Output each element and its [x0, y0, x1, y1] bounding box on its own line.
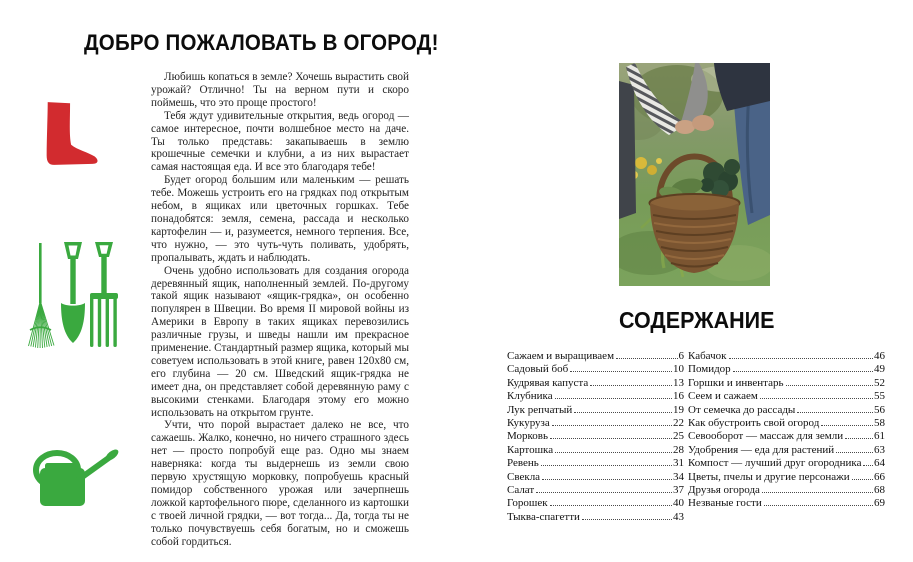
dot-leader [762, 492, 873, 493]
rake-icon [29, 243, 55, 348]
dot-leader [536, 492, 672, 493]
toc-entry: Кабачок 46 [688, 350, 885, 362]
dot-leader [582, 519, 672, 520]
dot-leader [733, 371, 873, 372]
page-title: ДОБРО ПОЖАЛОВАТЬ В ОГОРОД! [84, 31, 439, 56]
toc-entry: Сажаем и выращиваем 6 [507, 350, 684, 362]
dot-leader [550, 505, 672, 506]
garden-basket-photo [619, 63, 770, 286]
dot-leader [836, 452, 873, 453]
toc-entry: Горошек 40 [507, 497, 684, 510]
dot-leader [852, 479, 873, 480]
toc-entry: Незваные гости 69 [688, 497, 885, 510]
toc-column-1 [507, 350, 684, 524]
dot-leader [760, 398, 873, 399]
dot-leader [863, 465, 873, 466]
garden-tools-group [28, 242, 120, 349]
toc-entry: Друзья огорода 68 [688, 483, 885, 496]
fork-icon [90, 242, 118, 347]
paragraph: Любишь копаться в земле? Хочешь вырастить свой урожай? Отлично! Ты на верном пути и скоро поймешь, что это проще простого! [151, 71, 409, 109]
toc-entry: Тыква-спагетти 43 [507, 510, 684, 523]
dot-leader [786, 385, 874, 386]
dot-leader [555, 452, 672, 453]
toc-entry: Лук репчатый 19 [507, 403, 684, 416]
dot-leader [552, 425, 672, 426]
toc-column-2 [688, 350, 885, 511]
dot-leader [797, 412, 873, 413]
dot-leader [574, 412, 672, 413]
toc-entry: Горшки и инвентарь 52 [688, 376, 885, 389]
toc-entry: Ревень 31 [507, 457, 684, 470]
toc-entry: Свекла 34 [507, 470, 684, 483]
toc-entry: Компост — лучший друг огородника 64 [688, 457, 885, 470]
toc-entry: Цветы, пчелы и другие персонажи 66 [688, 470, 885, 483]
toc-entry: Клубника 16 [507, 390, 684, 403]
dot-leader [764, 505, 873, 506]
dot-leader [729, 358, 874, 359]
toc-entry: Сеем и сажаем 55 [688, 390, 885, 403]
paragraph: Очень удобно использовать для создания огорода деревянный ящик, наполненный землей. По-другому такой ящик называют «ящик-грядка», он особенно популярен в Швеции. Во время II мировой войны из Америки в Европу в таких ящиках перевозились различные грузы, и шведы нашли им прекрасное применение. Стандартный размер ящика, который мы советуем использовать в этой книге, равен 120x80 см, его глубина — 20 см. Шведский ящик-грядка не имеет дна, он представляет собой деревянную раму с высокими стенками. Благодаря этому его можно использовать на открытом грунте. [151, 264, 409, 419]
dot-leader [821, 425, 873, 426]
watering-can-icon [26, 446, 122, 508]
toc-entry: Кудрявая капуста 13 [507, 376, 684, 389]
dot-leader [555, 398, 672, 399]
toc-entry: Удобрения — еда для растений 63 [688, 443, 885, 456]
dot-leader [845, 438, 873, 439]
shovel-icon [61, 242, 85, 343]
toc-entry: Севооборот — массаж для земли 61 [688, 430, 885, 443]
toc-entry: Садовый боб 10 [507, 363, 684, 376]
dot-leader [570, 371, 672, 372]
toc-entry: Картошка 28 [507, 443, 684, 456]
dot-leader [541, 465, 672, 466]
paragraph: Учти, что порой вырастает далеко не все, что сажаешь. Жалко, конечно, но ничего страшного здесь нет — просто попробуй еще раз. Одно мы знаем наверняка: когда ты выдернешь из земли свою первую хрустящую морковку, попробуешь красный помидор собственного урожая или зачерпнешь ложкой картофельного пюре, сделанного из картошки с твоей личной грядки, — вот тогда... Да, тогда ты не только почувствуешь себя богатым, но и сможешь собой гордиться. [151, 419, 409, 548]
toc-entry: От семечка до рассады 56 [688, 403, 885, 416]
toc-entry: Помидор 49 [688, 363, 885, 376]
dot-leader [616, 358, 677, 359]
toc-entry: Кукуруза 22 [507, 416, 684, 429]
toc-entry: Салат 37 [507, 483, 684, 496]
toc-entry: Как обустроить свой огород 58 [688, 416, 885, 429]
toc-entry: Морковь 25 [507, 430, 684, 443]
paragraph: Тебя ждут удивительные открытия, ведь огород — самое интересное, почти волшебное место на даче. Ты только представь: закапываешь в землю крошечные семечки и клубни, а из них вырастает самая настоящая еда. И все это благодаря тебе! [151, 109, 409, 174]
dot-leader [550, 438, 672, 439]
dot-leader [542, 479, 672, 480]
contents-title: СОДЕРЖАНИЕ [619, 308, 775, 334]
dot-leader [590, 385, 672, 386]
red-rubber-boot-icon [36, 100, 102, 166]
watering-can-shape [36, 447, 120, 506]
paragraph: Будет огород большим или маленьким — решать тебе. Можешь устроить его на грядках под открытым небом, в ящиках или цветочных горшках. Тебе понадобятся: земля, семена, рассада и несколько картофелин — и, разумеется, немного терпения. Все, что нужно, — это чуть-чуть поливать, удобрять, пропалывать, ждать и наблюдать. [151, 174, 409, 264]
intro-text-column [151, 71, 409, 549]
